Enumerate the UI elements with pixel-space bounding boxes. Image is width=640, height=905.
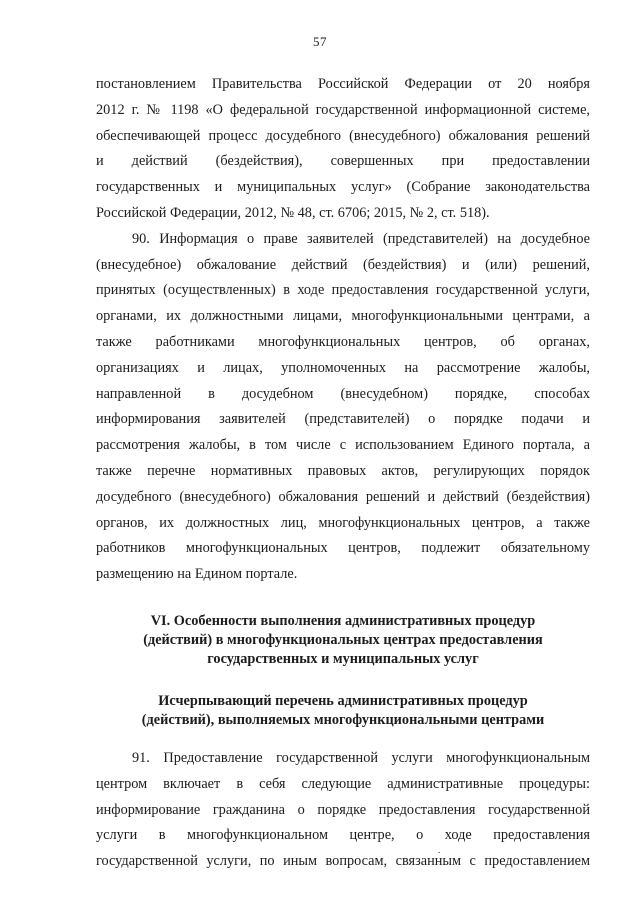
- heading-line: VI. Особенности выполнения административных процедур: [150, 612, 536, 629]
- text-line: органов, их должностных лиц, многофункциональных центров, а также: [96, 514, 590, 531]
- text-line: центром включает в себя следующие административные процедуры:: [96, 775, 590, 792]
- text-line: информирования заявителей (представителей) о порядке подачи и: [96, 411, 590, 428]
- text-line: 2012 г. № 1198 «О федеральной государственной информационной системе,: [96, 101, 590, 118]
- text-line: организациях и лицах, уполномоченных на рассмотрение жалобы,: [96, 359, 590, 376]
- text-line: 90. Информация о праве заявителей (представителей) на досудебное: [132, 230, 590, 247]
- document-body: [96, 72, 590, 875]
- text-line: постановлением Правительства Российской Федерации от 20 ноября: [96, 76, 590, 92]
- page-number: 57: [313, 34, 327, 49]
- heading-line: (действий), выполняемых многофункциональными центрами: [141, 711, 545, 728]
- text-line: принятых (осуществленных) в ходе предоставления государственной услуги,: [96, 282, 590, 299]
- text-line: информирование гражданина о порядке предоставления государственной: [96, 801, 590, 818]
- text-line: размещению на Едином портале.: [96, 566, 298, 583]
- text-line: досудебного (внесудебного) обжалования решений и действий (бездействия): [96, 488, 590, 505]
- text-line: Российской Федерации, 2012, № 48, ст. 6706; 2015, № 2, ст. 518).: [96, 204, 490, 221]
- text-line: услуги в многофункциональном центре, о ходе предоставления: [96, 827, 590, 844]
- text-line: направленной в досудебном (внесудебном) порядке, способах: [96, 385, 590, 402]
- text-line: работников многофункциональных центров, подлежит обязательному: [96, 540, 590, 557]
- text-line: (внесудебное) обжалование действий (бездействия) и (или) решений,: [96, 256, 590, 273]
- subsection-heading: [96, 692, 590, 730]
- section-heading: [96, 612, 590, 669]
- heading-line: Исчерпывающий перечень административных процедур: [158, 692, 528, 709]
- paragraph-continuation: [96, 72, 590, 227]
- text-line: и действий (бездействия), совершенных при предоставлении: [96, 153, 590, 170]
- scan-speck: [438, 852, 440, 853]
- text-line: рассмотрения жалобы, в том числе с использованием Единого портала, а: [96, 437, 590, 454]
- text-line: обеспечивающей процесс досудебного (внесудебного) обжалования решений: [96, 127, 590, 144]
- heading-line: (действий) в многофункциональных центрах предоставления: [143, 631, 543, 648]
- text-line: государственной услуги, по иным вопросам, связанным с предоставлением: [96, 853, 590, 870]
- paragraph-91: [96, 746, 590, 875]
- paragraph-90: [96, 227, 590, 588]
- text-line: также перечне нормативных правовых актов, регулирующих порядок: [96, 462, 590, 479]
- text-line: органами, их должностными лицами, многофункциональными центрами, а: [96, 308, 590, 325]
- text-line: 91. Предоставление государственной услуги многофункциональным: [132, 749, 590, 766]
- text-line: также работниками многофункциональных центров, об органах,: [96, 333, 590, 350]
- text-line: государственных и муниципальных услуг» (Собрание законодательства: [96, 179, 590, 196]
- heading-line: государственных и муниципальных услуг: [207, 650, 479, 667]
